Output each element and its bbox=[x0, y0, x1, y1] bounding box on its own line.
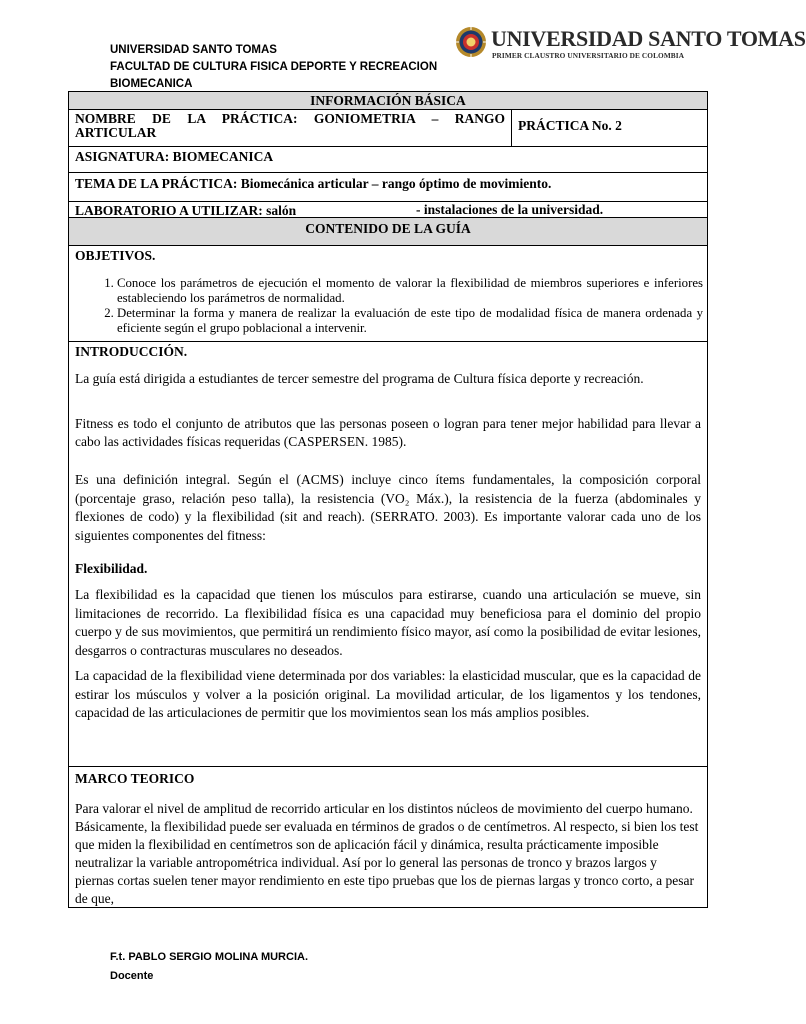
practice-name-row bbox=[69, 110, 707, 147]
practice-number: PRÁCTICA No. 2 bbox=[518, 118, 622, 133]
laboratorio-label: LABORATORIO A UTILIZAR: bbox=[75, 203, 263, 218]
logo-title: UNIVERSIDAD SANTO TOMAS bbox=[491, 26, 806, 51]
intro-paragraph-3: Es una definición integral. Según el (ACMS) incluye cinco ítems fundamentales, la composición corporal (porcentaje graso, relación peso talla), la resistencia (VO₂ Máx.), la resistencia de la fuerza (abdominales y flexiones de codo) y la flexibilidad (sit and reach). (SERRATO. 2003). Es importante valorar cada uno de los siguientes componentes del fitness: bbox=[75, 472, 701, 543]
university-logo bbox=[455, 24, 806, 64]
logo-subtitle: PRIMER CLAUSTRO UNIVERSITARIO DE COLOMBIA bbox=[492, 51, 685, 60]
university-seal-icon bbox=[455, 26, 487, 58]
objetivo-item: 1. Conoce los parámetros de ejecución el momento de valorar la flexibilidad de miembros superiores e inferiores estableciendo los parámetros de normalidad. bbox=[117, 276, 707, 306]
laboratorio-row bbox=[69, 202, 707, 218]
intro-paragraph-1: La guía está dirigida a estudiantes de tercer semestre del programa de Cultura física deporte y recreación. bbox=[75, 371, 644, 386]
contenido-header bbox=[69, 218, 707, 246]
contenido-title: CONTENIDO DE LA GUÍA bbox=[305, 221, 471, 236]
document-header bbox=[110, 42, 437, 93]
intro-paragraph-5: La capacidad de la flexibilidad viene determinada por dos variables: la elasticidad muscular, que es la capacidad de estirar los músculos y volver a la posición original. La movilidad articular, de los ligamentos y los tendones, capacidad de las articulaciones de permitir que los movimientos sean los más amplios posibles. bbox=[75, 668, 701, 720]
university-name: UNIVERSIDAD SANTO TOMAS bbox=[110, 44, 277, 56]
practice-name-cell: NOMBRE DE LA PRÁCTICA: GONIOMETRIA – RANGO ARTICULAR bbox=[69, 110, 512, 146]
tema-label: TEMA DE LA PRÁCTICA: bbox=[75, 176, 238, 191]
marco-teorico-section bbox=[69, 767, 707, 907]
laboratorio-value: salón bbox=[266, 203, 297, 218]
intro-paragraph-2: Fitness es todo el conjunto de atributos que las personas poseen o logran para tener mejor habilidad para llevar a cabo las actividades físicas requeridas (CASPERSEN. 1985). bbox=[75, 416, 701, 449]
info-basica-title: INFORMACIÓN BÁSICA bbox=[310, 93, 466, 108]
intro-paragraph-4: La flexibilidad es la capacidad que tienen los músculos para estirarse, cuando una articulación se mueve, sin limitaciones de recorrido. La flexibilidad física es una capacidad muy beneficiosa para el dominio del propio cuerpo y de sus movimientos, que permitirá un rendimiento físico mayor, así como la posibilidad de evitar lesiones, desgarros o contracturas musculares no deseados. bbox=[75, 587, 701, 658]
author-role: Docente bbox=[110, 970, 154, 982]
objetivos-title: OBJETIVOS. bbox=[75, 248, 156, 263]
objetivos-list bbox=[69, 276, 707, 336]
flexibilidad-title: Flexibilidad. bbox=[75, 561, 148, 576]
faculty-name: FACULTAD DE CULTURA FISICA DEPORTE Y RECREACION bbox=[110, 61, 438, 73]
course-name: BIOMECANICA bbox=[110, 78, 193, 90]
document-footer bbox=[110, 948, 308, 986]
asignatura-row: ASIGNATURA: BIOMECANICA bbox=[69, 147, 707, 173]
marco-teorico-text: Para valorar el nivel de amplitud de recorrido articular en los distintos núcleos de movimiento del cuerpo humano. Básicamente, la flexibilidad puede ser evaluada en términos de grados o de centímetros. Al respecto, si bien los test que miden la flexibilidad en centímetros son de aplicación fácil y dinámica, resulta prácticamente imposible neutralizar la variable antropométrica individual. Así por lo general las personas de tronco y brazos largos y piernas cortas suelen tener mayor rendimiento en este tipo pruebas que los de piernas largas y tronco corto, a pesar de que, bbox=[75, 801, 699, 906]
info-basica-header bbox=[69, 92, 707, 110]
practice-guide-table bbox=[68, 91, 708, 908]
objetivo-item: 2. Determinar la forma y manera de realizar la evaluación de este tipo de modalidad física de manera ordenada y eficiente según el grupo poblacional a intervenir. bbox=[117, 306, 707, 336]
introduccion-section bbox=[69, 342, 707, 767]
laboratorio-extra: - instalaciones de la universidad. bbox=[416, 202, 604, 217]
author-name: F.t. PABLO SERGIO MOLINA MURCIA. bbox=[110, 951, 308, 963]
tema-row bbox=[69, 173, 707, 202]
objetivos-section bbox=[69, 246, 707, 342]
introduccion-title: INTRODUCCIÓN. bbox=[75, 344, 188, 359]
tema-value: Biomecánica articular – rango óptimo de movimiento. bbox=[240, 176, 552, 191]
marco-teorico-title: MARCO TEORICO bbox=[75, 771, 195, 786]
